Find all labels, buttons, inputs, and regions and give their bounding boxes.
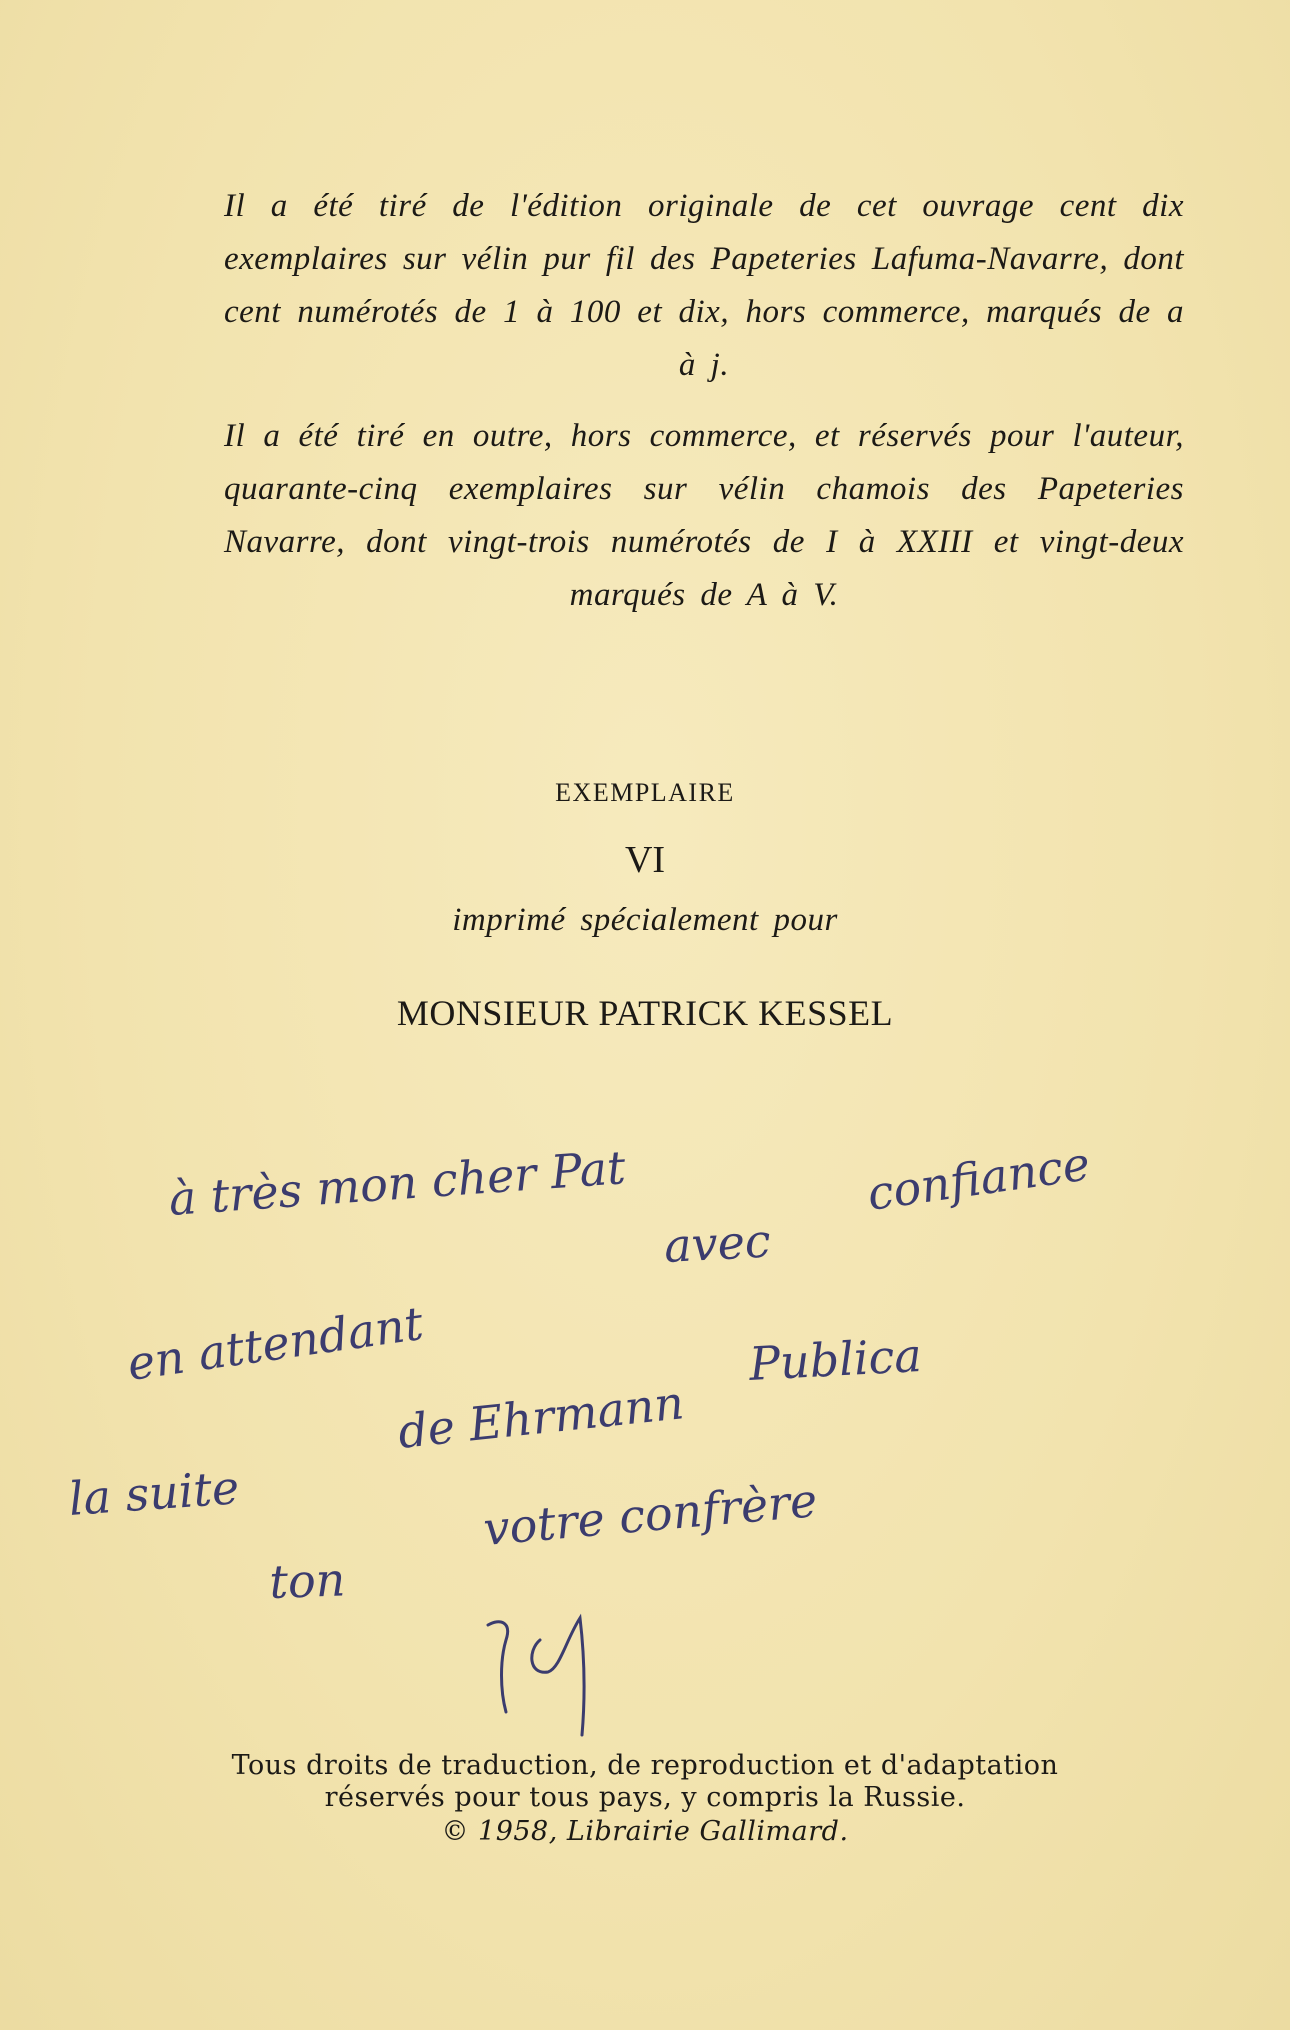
limitation-paragraph-2: Il a été tiré en outre, hors commerce, et réservés pour l'auteur, quarante-cinq exemplaires sur vélin chamois des Papeteries Navarre, dont vingt-trois numérotés de I à XXIII et vingt-deux marqués de A à V. xyxy=(224,418,1184,613)
limitation-paragraph-1: Il a été tiré de l'édition originale de cet ouvrage cent dix exemplaires sur vélin pur fil des Papeteries Lafuma-Navarre, dont cent numérotés de 1 à 100 et dix, hors commerce, marqués de a à j. xyxy=(224,188,1184,383)
inscription-line: avec xyxy=(662,1213,772,1273)
inscription-line: Publica xyxy=(747,1328,923,1391)
inscription-line: ton xyxy=(268,1552,347,1609)
rights-line-1: Tous droits de traduction, de reproduction et d'adaptation xyxy=(231,1750,1059,1781)
inscription-line: en attendant xyxy=(124,1295,427,1391)
printed-for-text: imprimé spécialement pour xyxy=(452,902,838,938)
copyright-line: © 1958, Librairie Gallimard. xyxy=(441,1816,849,1847)
inscription-line: la suite xyxy=(67,1460,241,1526)
inscription-line: confiance xyxy=(864,1136,1094,1221)
rights-line-2: réservés pour tous pays, y compris la Russie. xyxy=(324,1782,966,1813)
inscription-line: votre confrère xyxy=(481,1473,820,1556)
inscription-line: de Ehrmann xyxy=(395,1375,687,1459)
inscription-line: à très mon cher Pat xyxy=(167,1140,628,1226)
copy-label: EXEMPLAIRE xyxy=(555,778,735,807)
copy-number: VI xyxy=(624,839,666,881)
signature xyxy=(488,1618,584,1735)
recipient-name: MONSIEUR PATRICK KESSEL xyxy=(396,993,894,1033)
